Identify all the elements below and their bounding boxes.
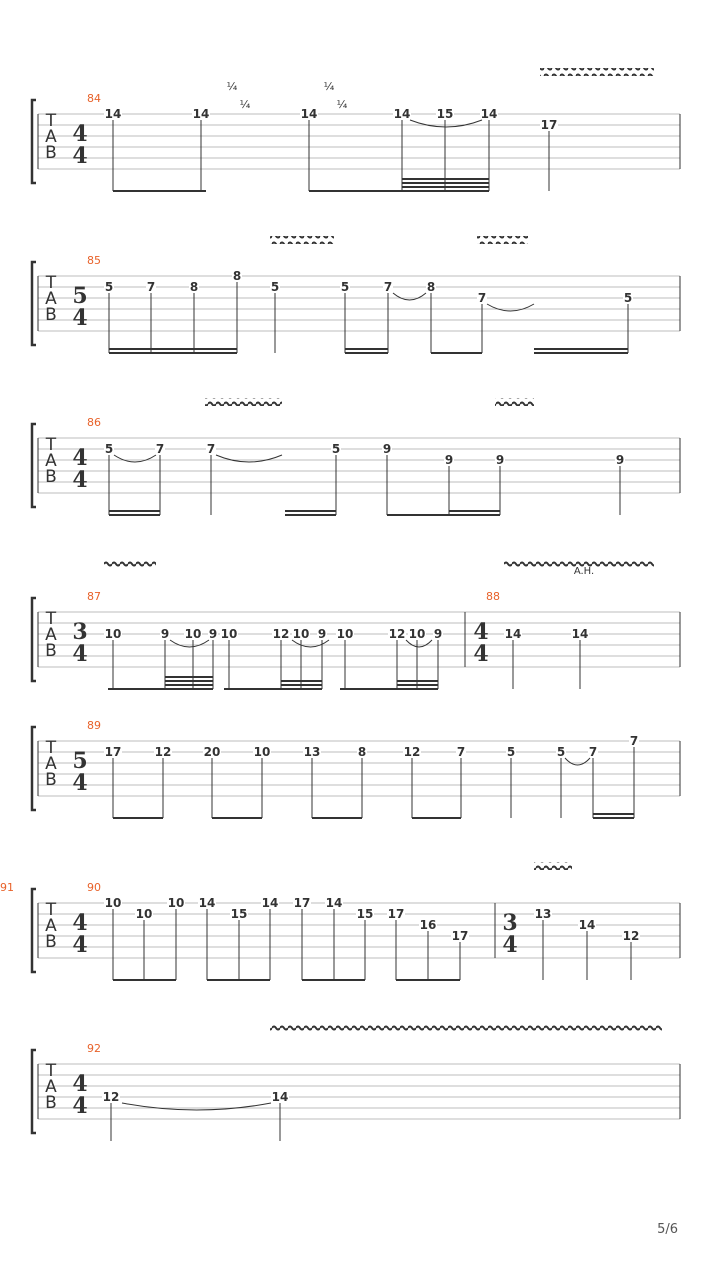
fret-number: 10 <box>167 896 185 910</box>
staff-bracket <box>32 598 36 681</box>
tie-slur <box>565 758 590 765</box>
fret-number: 10 <box>104 896 122 910</box>
fret-number: 17 <box>387 907 405 921</box>
measure-number: 85 <box>87 254 101 267</box>
fret-number: 13 <box>303 745 321 759</box>
fret-number: 5 <box>506 745 516 759</box>
fret-number: 14 <box>300 107 318 121</box>
fret-number: 17 <box>293 896 311 910</box>
tab-clef-letter: B <box>45 143 57 163</box>
tie-slur <box>406 640 432 647</box>
time-signature-top: 4 <box>72 121 88 147</box>
fret-number: 14 <box>480 107 498 121</box>
fret-number: 8 <box>189 280 199 294</box>
measure-number: 91 <box>0 881 14 894</box>
measure-number: 90 <box>87 881 101 894</box>
tab-system <box>0 862 680 980</box>
vibrato-line <box>540 68 654 76</box>
time-signature-top: 3 <box>72 619 88 645</box>
tie-slur <box>292 640 329 647</box>
vibrato-line <box>477 236 528 244</box>
time-signature-bottom: 4 <box>72 641 88 667</box>
tab-clef-letter: B <box>45 305 57 325</box>
tab-clef-letter: T <box>45 900 57 920</box>
fret-number: 14 <box>504 627 522 641</box>
time-signature-top: 5 <box>72 283 88 309</box>
fret-number: 7 <box>146 280 156 294</box>
time-signature-top: 5 <box>72 748 88 774</box>
fret-number: 5 <box>104 280 114 294</box>
tab-system <box>32 236 680 353</box>
measure-number: 87 <box>87 590 101 603</box>
fret-number: 5 <box>270 280 280 294</box>
fret-number: 7 <box>588 745 598 759</box>
fret-number: 10 <box>220 627 238 641</box>
fret-number: 10 <box>408 627 426 641</box>
fret-number: 14 <box>393 107 411 121</box>
fret-number: 14 <box>571 627 589 641</box>
tab-clef-letter: T <box>45 609 57 629</box>
vibrato-line <box>534 862 572 870</box>
time-signature-bottom: 4 <box>502 932 518 958</box>
measure-number: 92 <box>87 1042 101 1055</box>
fret-number: 15 <box>436 107 454 121</box>
measure-number: 86 <box>87 416 101 429</box>
measure-number: 88 <box>486 590 500 603</box>
tab-clef-letter: B <box>45 1093 57 1113</box>
tab-clef-letter: A <box>45 451 57 471</box>
fret-number: 8 <box>357 745 367 759</box>
bend-amount: ¼ <box>239 98 251 111</box>
staff-bracket <box>32 424 36 507</box>
tab-clef-letter: T <box>45 738 57 758</box>
fret-number: 5 <box>104 442 114 456</box>
fret-number: 12 <box>154 745 172 759</box>
fret-number: 14 <box>198 896 216 910</box>
fret-number: 12 <box>102 1090 120 1104</box>
fret-number: 14 <box>271 1090 289 1104</box>
tab-clef-letter: T <box>45 111 57 131</box>
bend-amount: ¼ <box>323 80 335 93</box>
measure-number: 89 <box>87 719 101 732</box>
tab-system <box>32 560 680 689</box>
staff-bracket <box>32 1050 36 1133</box>
fret-number: 5 <box>331 442 341 456</box>
fret-number: 16 <box>419 918 437 932</box>
fret-number: 14 <box>104 107 122 121</box>
bend-amount: ¼ <box>336 98 348 111</box>
fret-number: 9 <box>317 627 327 641</box>
fret-number: 12 <box>272 627 290 641</box>
fret-number: 7 <box>456 745 466 759</box>
time-signature-top: 4 <box>72 910 88 936</box>
fret-number: 7 <box>155 442 165 456</box>
fret-number: 7 <box>629 734 639 748</box>
fret-number: 14 <box>192 107 210 121</box>
time-signature-bottom: 4 <box>72 932 88 958</box>
staff-bracket <box>32 727 36 810</box>
fret-number: 9 <box>433 627 443 641</box>
time-signature-bottom: 4 <box>72 770 88 796</box>
fret-number: 15 <box>230 907 248 921</box>
tab-clef-letter: A <box>45 1077 57 1097</box>
fret-number: 5 <box>340 280 350 294</box>
tie-slur <box>410 120 482 127</box>
time-signature-bottom: 4 <box>72 467 88 493</box>
fret-number: 9 <box>208 627 218 641</box>
tab-clef-letter: T <box>45 1061 57 1081</box>
fret-number: 9 <box>495 453 505 467</box>
time-signature-bottom: 4 <box>473 641 489 667</box>
fret-number: 10 <box>135 907 153 921</box>
page-number: 5/6 <box>657 1222 678 1237</box>
fret-number: 14 <box>325 896 343 910</box>
fret-number: 9 <box>444 453 454 467</box>
fret-number: 13 <box>534 907 552 921</box>
time-signature-bottom: 4 <box>72 305 88 331</box>
tie-slur <box>393 293 426 300</box>
time-signature-top: 4 <box>473 619 489 645</box>
fret-number: 10 <box>184 627 202 641</box>
fret-number: 12 <box>622 929 640 943</box>
fret-number: 5 <box>623 291 633 305</box>
measure-number: 84 <box>87 92 101 105</box>
vibrato-line <box>104 560 156 568</box>
staff-bracket <box>32 262 36 345</box>
fret-number: 8 <box>426 280 436 294</box>
time-signature-top: 4 <box>72 445 88 471</box>
vibrato-line <box>205 398 282 406</box>
artificial-harmonic-label: A.H. <box>573 566 595 577</box>
fret-number: 10 <box>336 627 354 641</box>
fret-number: 14 <box>578 918 596 932</box>
tab-clef-letter: A <box>45 127 57 147</box>
fret-number: 7 <box>477 291 487 305</box>
fret-number: 17 <box>451 929 469 943</box>
staff-bracket <box>32 889 36 972</box>
fret-number: 9 <box>160 627 170 641</box>
tab-system <box>32 398 680 515</box>
fret-number: 9 <box>382 442 392 456</box>
fret-number: 12 <box>403 745 421 759</box>
fret-number: 8 <box>232 269 242 283</box>
fret-number: 7 <box>206 442 216 456</box>
tie-slur <box>122 1103 271 1110</box>
staff-bracket <box>32 100 36 183</box>
tab-clef-letter: T <box>45 435 57 455</box>
fret-number: 20 <box>203 745 221 759</box>
tie-slur <box>216 455 282 462</box>
fret-number: 9 <box>615 453 625 467</box>
vibrato-line <box>270 236 334 244</box>
tab-clef-letter: B <box>45 932 57 952</box>
time-signature-top: 4 <box>72 1071 88 1097</box>
fret-number: 17 <box>104 745 122 759</box>
tie-slur <box>114 455 156 462</box>
tab-clef-letter: A <box>45 625 57 645</box>
fret-number: 15 <box>356 907 374 921</box>
vibrato-line <box>495 398 534 406</box>
tab-system <box>32 68 680 191</box>
time-signature-top: 3 <box>502 910 518 936</box>
fret-number: 10 <box>104 627 122 641</box>
tie-slur <box>170 640 209 647</box>
bend-amount: ¼ <box>226 80 238 93</box>
fret-number: 10 <box>292 627 310 641</box>
tab-system <box>32 1024 680 1141</box>
vibrato-line <box>270 1024 662 1032</box>
fret-number: 12 <box>388 627 406 641</box>
time-signature-bottom: 4 <box>72 143 88 169</box>
fret-number: 10 <box>253 745 271 759</box>
fret-number: 17 <box>540 118 558 132</box>
fret-number: 14 <box>261 896 279 910</box>
fret-number: 7 <box>383 280 393 294</box>
fret-number: 5 <box>556 745 566 759</box>
tab-clef-letter: A <box>45 754 57 774</box>
tab-clef-letter: B <box>45 770 57 790</box>
tab-clef-letter: A <box>45 289 57 309</box>
tie-slur <box>487 304 534 311</box>
time-signature-bottom: 4 <box>72 1093 88 1119</box>
tab-clef-letter: A <box>45 916 57 936</box>
tab-clef-letter: T <box>45 273 57 293</box>
tab-clef-letter: B <box>45 467 57 487</box>
tab-system <box>32 719 680 818</box>
tab-clef-letter: B <box>45 641 57 661</box>
